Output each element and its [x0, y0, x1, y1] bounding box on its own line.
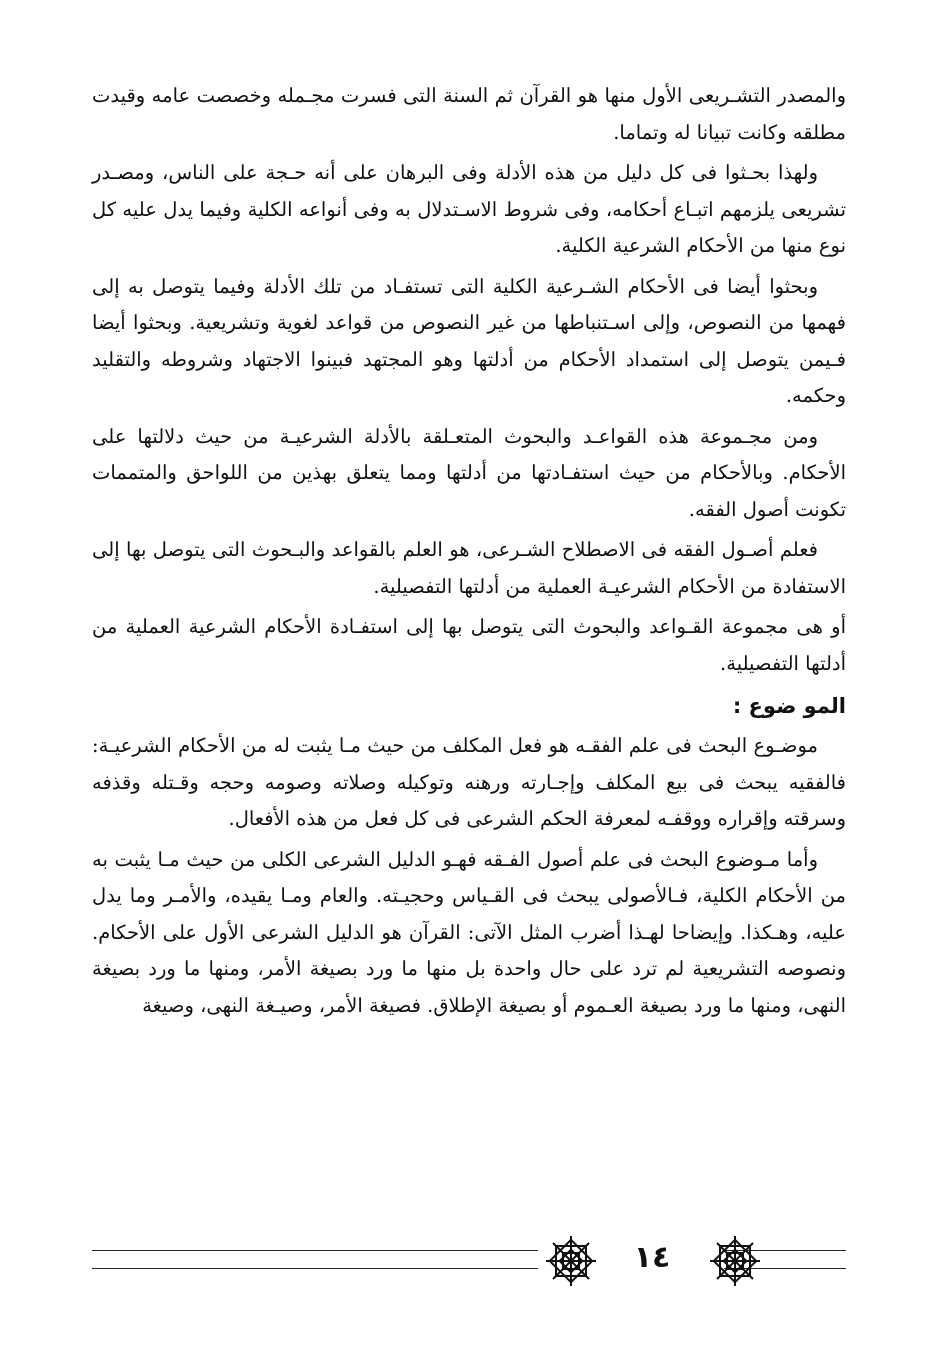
- paragraph: ولهذا بحـثوا فى كل دليل من هذه الأدلة وفى البرهان على أنه حـجة على الناس، ومصـدر تشريعى يلزمهم اتبـاع أحكامه، وفى شروط الاسـتدلال به وفى أنواعه الكلية وفيما يدل عليه كل نوع منها من الأحكام الشرعية الكلية.: [92, 161, 846, 257]
- footer-rule: [92, 1268, 538, 1269]
- paragraph: ومن مجـموعة هذه القواعـد والبحوث المتعـلقة بالأدلة الشرعيـة من حيث دلالتها على الأحكام. وبالأحكام من حيث استفـادتها من أدلتها ومما يتعلق بهذين من اللواحق والمتممات تكونت أصول الفقه.: [92, 424, 846, 521]
- page-number: ١٤: [633, 1240, 671, 1275]
- paragraph: والمصدر التشـريعى الأول منها هو القرآن ثم السنة التى فسرت مجـمله وخصصت عامه وقيدت مطلقه وكانت تبيانا له وتماما.: [92, 84, 846, 144]
- paragraph: موضـوع البحث فى علم الفقـه هو فعل المكلف من حيث مـا يثبت له من الأحكام الشرعيـة: فالفقيه يبحث فى بيع المكلف وإجـارته ورهنه وتوكيله وصلاته وصومه وحجه وقـتله وقذفه وسرقته وإقراره ووقفـه لمعرفة الحكم الشرعى فى كل فعل من هذه الأفعال.: [92, 734, 846, 830]
- page-footer: [92, 1232, 846, 1292]
- paragraph: فعلم أصـول الفقه فى الاصطلاح الشـرعى، هو العلم بالقواعد والبـحوث التى يتوصل بها إلى الاستفادة من الأحكام الشرعيـة العملية من أدلتها التفصيلية.: [92, 538, 846, 598]
- footer-rule: [92, 1250, 538, 1251]
- section-heading: المو ضوع :: [732, 694, 846, 718]
- paragraph: وأما مـوضوع البحث فى علم أصول الفـقه فهـو الدليل الشرعى الكلى من حيث مـا يثبت به من الأحكام الكلية، فـالأصولى يبحث فى القـياس وحجيـته. والعام ومـا يقيده، والأمـر وما يدل عليه، وهـكذا. وإيضاحا لهـذا أضرب المثل الآتى: القرآن هو الدليل الشرعى الأول على الأحكام. ونصوصه التشريعية لم ترد على حال واحدة بل منها ما ورد بصيغة الأمر، ومنها ما ورد بصيغة النهى، ومنها ما ورد بصيغة العـموم أو بصيغة الإطلاق. فصيغة الأمر، وصيـغة النهى، وصيغة: [92, 847, 846, 1017]
- star-ornament-icon: [706, 1232, 764, 1290]
- star-ornament-icon: [542, 1232, 600, 1290]
- body-text: [92, 78, 846, 1028]
- paragraph: وبحثوا أيضا فى الأحكام الشـرعية الكلية التى تستفـاد من تلك الأدلة وفيما يتوصل به إلى فهمها من النصوص، وإلى اسـتنباطها من غير النصوص من قواعد لغوية وتشريعية. وبحثوا أيضا فـيمن يتوصل إلى استمداد الأحكام من أدلتها وهو المجتهد فبينوا الاجتهاد وشروطه والتقليد وحكمه.: [92, 274, 846, 407]
- paragraph: أو هى مجموعة القـواعد والبحوث التى يتوصل بها إلى استفـادة الأحكام الشرعية العملية من أدلتها التفصيلية.: [92, 615, 846, 675]
